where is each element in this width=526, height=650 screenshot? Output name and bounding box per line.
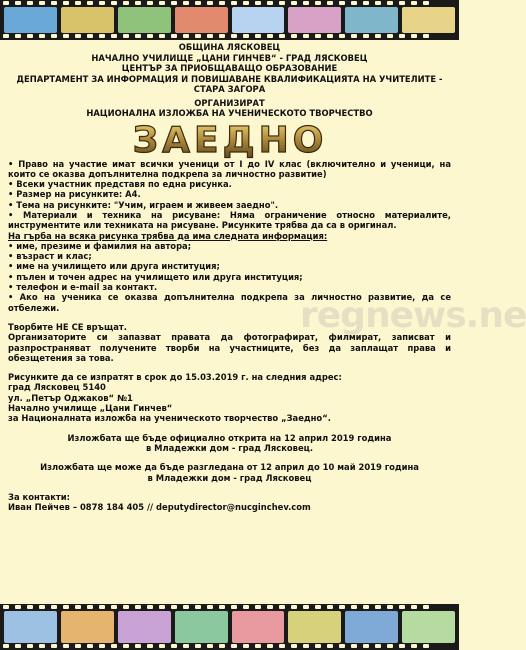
back-item: • пълен и точен адрес на училището или друга институция; <box>8 271 303 282</box>
zaedno-logo <box>8 119 451 161</box>
back-info-heading: На гърба на всяка рисунка трябва да има следната информация: <box>8 230 328 241</box>
contacts-line: Иван Пейчев – 0878 184 405 // deputydirector@nucginchev.com <box>8 502 311 513</box>
header-line: ДЕПАРТАМЕНТ ЗА ИНФОРМАЦИЯ И ПОВИШАВАНЕ КВАЛИФИКАЦИЯТА НА УЧИТЕЛИТЕ - <box>16 73 443 84</box>
returns-note: Творбите НЕ СЕ връщат. <box>8 321 127 332</box>
header-block <box>8 42 451 119</box>
address-city: град Лясковец 5140 <box>8 382 106 393</box>
header-line: ОБЩИНА ЛЯСКОВЕЦ <box>178 42 281 52</box>
address-school: Начално училище „Цани Гинчев“ <box>8 403 173 414</box>
back-item: • име, презиме и фамилия на автора; <box>8 240 192 251</box>
header-line: ЦЕНТЪР ЗА ПРИОБЩАВАЩО ОБРАЗОВАНИЕ <box>121 63 338 73</box>
rule-item: • Материали и техника на рисуване: Няма ограничение относно материалите, инструментите или техниката на рисуване. Рисунките трябва да са в оригинал. <box>8 209 451 231</box>
rule-item: • Всеки участник представя по една рисунка. <box>8 179 232 190</box>
opening-line: Изложбата ще бъде официално открита на 12 април 2019 година <box>67 432 392 443</box>
header-line: НАЧАЛНО УЧИЛИЩЕ „ЦАНИ ГИНЧЕВ“ - ГРАД ЛЯСКОВЕЦ <box>91 52 368 63</box>
back-item: • телефон и e-mail за контакт. <box>8 282 158 293</box>
address-street: ул. „Петър Оджаков“ №1 <box>8 392 133 403</box>
logo-text: ЗАЕДНО <box>132 119 327 161</box>
back-item: • Ако на ученика се оказва допълнителна подкрепа за личностно развитие, да се отбележи. <box>8 292 451 313</box>
watermark: regnews.ne <box>300 295 526 336</box>
rule-item: • Право на участие имат всички ученици от I до IV клас (включително и ученици, на които се оказва допълнителна подкрепа за личностно развитие) <box>8 158 451 179</box>
contacts-label: За контакти: <box>8 491 71 502</box>
rights-note: Организаторите си запазват правата да фотографират, филмират, записват и разпространяват получените творби на участниците, без да заплащат права и обезщетения за това. <box>8 332 451 363</box>
bottom-film-strip <box>0 604 459 650</box>
header-line: НАЦИОНАЛНА ИЗЛОЖБА НА УЧЕНИЧЕСКОТО ТВОРЧЕСТВО <box>86 108 373 118</box>
opening-line: Изложбата ще може да бъде разгледана от 12 април до 10 май 2019 година <box>40 462 419 473</box>
top-film-strip <box>0 0 459 40</box>
opening-line: в Младежки дом - град Лясковец. <box>145 442 314 453</box>
header-line: ОРГАНИЗИРАТ <box>194 97 265 108</box>
header-line: СТАРА ЗАГОРА <box>193 84 266 94</box>
rule-item: • Тема на рисунките: "Учим, играем и живеем заедно". <box>8 199 279 210</box>
back-item: • име на училището или друга институция; <box>8 261 220 272</box>
opening-line: в Младежки дом - град Лясковец <box>147 472 312 483</box>
back-item: • възраст и клас; <box>8 251 92 262</box>
address-for: за Националната изложба на ученическото творчество „Заедно“. <box>8 413 331 424</box>
document-body <box>8 42 451 512</box>
address-intro: Рисунките да се изпратят в срок до 15.03.2019 г. на следния адрес: <box>8 372 342 383</box>
rule-item: • Размер на рисунките: А4. <box>8 189 141 200</box>
